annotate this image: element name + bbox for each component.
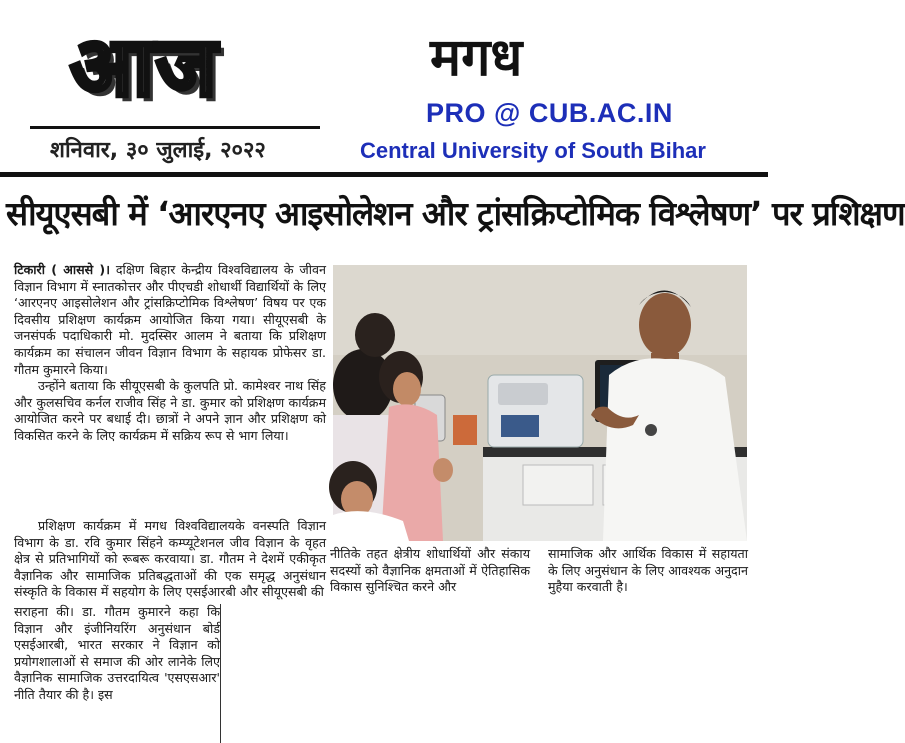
photo-illustration — [333, 265, 747, 541]
article-column-right: सामाजिक और आर्थिक विकास में सहायता के लिए अनुसंधान के लिए आवश्यक अनुदान मुहैया करवाती है। — [548, 546, 748, 595]
article-headline: सीयूएसबी में ‘आरएनए आइसोलेशन और ट्रांसक्रिप्टोमिक विश्लेषण’ पर प्रशिक्षण — [6, 194, 905, 233]
paragraph-3: प्रशिक्षण कार्यक्रम में मगध विश्वविद्यालयके वनस्पति विज्ञान विभाग के डा. रवि कुमार सिंहने कम्प्यूटेशनल जीव विज्ञान के वृहत क्षेत्र से प्रतिभागियों को रूबरू करवाया। डा. गौतम ने देशमें एकीकृत वैज्ञानिक और सामाजिक प्रतिबद्धताओं की एक समृद्ध अनुसंधान संस्कृति के विकास में सहयोग के लिए एसईआरबी और सीयूएसबी की — [14, 518, 326, 600]
header-divider — [0, 172, 768, 177]
publication-date: शनिवार, ३० जुलाई, २०२२ — [50, 138, 266, 163]
edition-name: मगध — [430, 28, 523, 88]
article-column-left — [14, 262, 326, 445]
paragraph-1-text: दक्षिण बिहार केन्द्रीय विश्वविद्यालय के जीवन विज्ञान विभाग में स्नातकोत्तर और पीएचडी शोधार्थी विद्यार्थियों के लिए ‘आरएनए आइसोलेशन और ट्रांसक्रिप्टोमिक विश्लेषण’ विषय पर एक दिवसीय प्रशिक्षण कार्यक्रम आयोजित किया गया। सीयूएसबी के जनसंपर्क पदाधिकारी मो. मुदस्सिर आलम ने बताया कि प्रशिक्षण कार्यक्रम का संचालन जीवन विज्ञान विभाग के सहायक प्रोफेसर डा. गौतम कुमारने किया। — [14, 262, 326, 377]
masthead-divider — [30, 126, 320, 129]
dateline: टिकारी ( आससे )। — [14, 262, 110, 277]
paragraph-2: उन्होंने बताया कि सीयूएसबी के कुलपति प्रो. कामेश्वर नाथ सिंह और कुलसचिव कर्नल राजीव सिंह ने डा. कुमार को प्रशिक्षण कार्यक्रम आयोजित करने पर बधाई दी। छात्रों ने अपने ज्ञान और प्रशिक्षण को विकसित करने के लिए कार्यक्रम में सक्रिय रूप से भाग लिया। — [14, 378, 326, 443]
source-email: PRO @ CUB.AC.IN — [426, 98, 673, 128]
paragraph-1 — [14, 262, 326, 378]
paragraph-4: सराहना की। डा. गौतम कुमारने कहा कि विज्ञान और इंजीनियरिंग अनुसंधान बोर्ड एसईआरबी, भारत सरकार ने विज्ञान को प्रयोगशालाओं से समाज की ओर लानेके लिए वैज्ञानिक सामाजिक उत्तरदायित्व 'एसएसआर' नीति तैयार की है। इस — [14, 604, 220, 702]
article-column-middle: नीतिके तहत क्षेत्रीय शोधार्थियों और संकाय सदस्यों को वैज्ञानिक क्षमताओं में ऐतिहासिक विकास सुनिश्चित करने और — [330, 546, 530, 595]
column-divider — [220, 604, 221, 743]
newspaper-logo: आज — [70, 20, 219, 115]
university-name: Central University of South Bihar — [360, 138, 706, 163]
lab-training-photo — [333, 265, 747, 541]
